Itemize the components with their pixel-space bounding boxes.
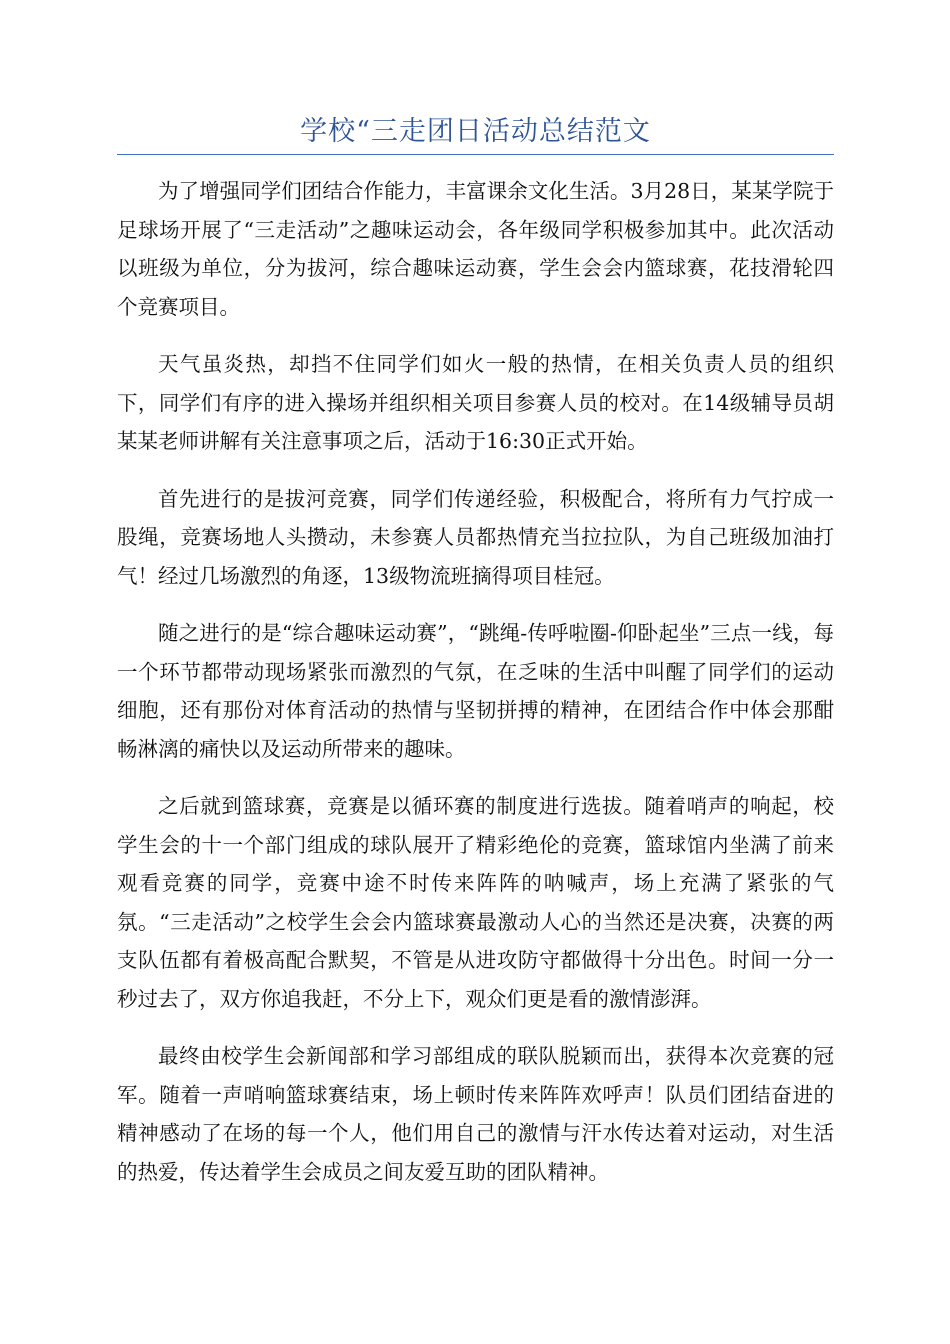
paragraph-6: 最终由校学生会新闻部和学习部组成的联队脱颖而出，获得本次竞赛的冠军。随着一声哨响篮球赛结束，场上顿时传来阵阵欢呼声！队员们团结奋进的精神感动了在场的每一个人，他们用自己的激情与汗水传达着对运动，对生活的热爱，传达着学生会成员之间友爱互助的团队精神。 [117, 1044, 834, 1184]
paragraph-5: 之后就到篮球赛，竞赛是以循环赛的制度进行选拔。随着哨声的响起，校学生会的十一个部门组成的球队展开了精彩绝伦的竞赛，篮球馆内坐满了前来观看竞赛的同学，竞赛中途不时传来阵阵的呐喊声，场上充满了紧张的气氛。“三走活动”之校学生会会内篮球赛最激动人心的当然还是决赛，决赛的两支队伍都有着极高配合默契，不管是从进攻防守都做得十分出色。时间一分一秒过去了，双方你追我赶，不分上下，观众们更是看的激情澎湃。 [117, 794, 834, 1011]
paragraph-3: 首先进行的是拔河竞赛，同学们传递经验，积极配合，将所有力气拧成一股绳，竞赛场地人头攒动，未参赛人员都热情充当拉拉队，为自己班级加油打气！经过几场激烈的角逐，13级物流班摘得项目桂冠。 [117, 486, 834, 588]
document-title: 学校“三走团日活动总结范文 [300, 116, 651, 147]
title-underline-divider [117, 154, 834, 155]
paragraph-1: 为了增强同学们团结合作能力，丰富课余文化生活。3月28日，某某学院于足球场开展了“三走活动”之趣味运动会，各年级同学积极参加其中。此次活动以班级为单位，分为拔河，综合趣味运动赛，学生会会内篮球赛，花技滑轮四个竞赛项目。 [117, 179, 834, 319]
document-body [117, 172, 834, 1210]
paragraph-4: 随之进行的是“综合趣味运动赛”，“跳绳-传呼啦圈-仰卧起坐”三点一线，每一个环节都带动现场紧张而激烈的气氛，在乏味的生活中叫醒了同学们的运动细胞，还有那份对体育活动的热情与坚韧拼搏的精神，在团结合作中体会那酣畅淋漓的痛快以及运动所带来的趣味。 [117, 621, 834, 761]
paragraph-2: 天气虽炎热，却挡不住同学们如火一般的热情，在相关负责人员的组织下，同学们有序的进入操场并组织相关项目参赛人员的校对。在14级辅导员胡某某老师讲解有关注意事项之后，活动于16:30正式开始。 [117, 352, 834, 453]
